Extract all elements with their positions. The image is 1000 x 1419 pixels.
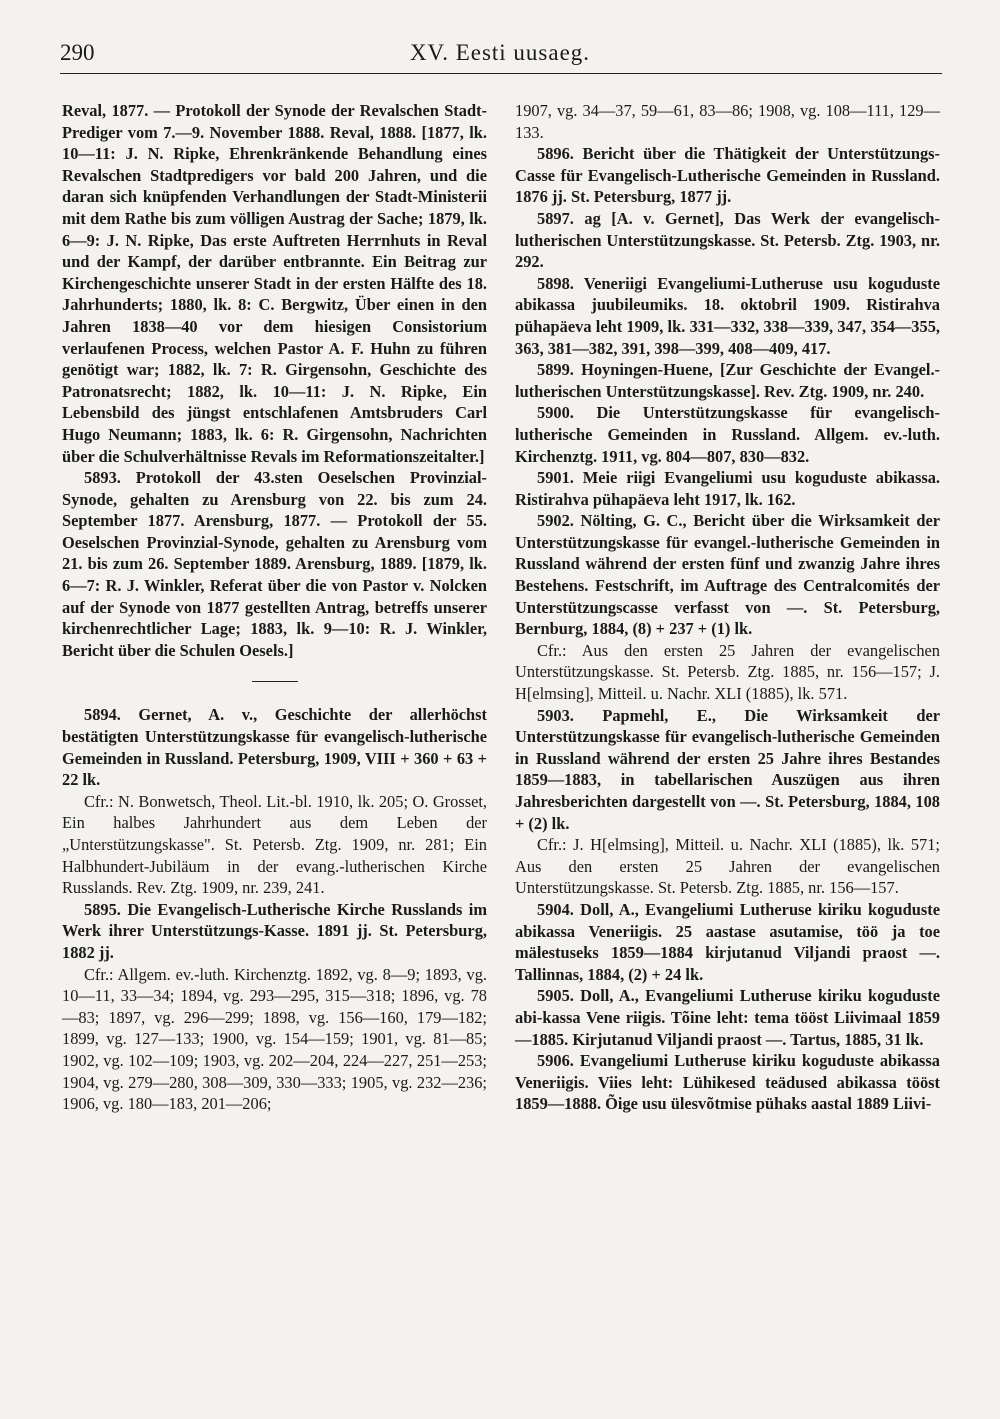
bibliography-cfr-5894: Cfr.: N. Bonwetsch, Theol. Lit.-bl. 1910, lk. 205; O. Grosset, Ein halbes Jahrhundert aus dem Leben der „Unterstützungskasse". St. Petersb. Ztg. 1909, nr. 281; Ein Halbhundert-Jubiläum in der evang.-lutherischen Kirche Russlands. Rev. Ztg. 1909, nr. 239, 241. bbox=[62, 791, 487, 898]
section-divider bbox=[252, 681, 298, 682]
bibliography-cfr-5895: Cfr.: Allgem. ev.-luth. Kirchenztg. 1892, vg. 8—9; 1893, vg. 10—11, 33—34; 1894, vg. 293—295, 315—318; 1896, vg. 78—83; 1897, vg. 296—299; 1898, vg. 156—160, 179—182; 1899, vg. 127—133; 1900, vg. 154—159; 1901, vg. 81—85; 1902, vg. 102—109; 1903, vg. 202—204, 224—227, 251—253; 1904, vg. 279—280, 308—309, 330—333; 1905, vg. 232—236; 1906, vg. 180—183, 201—206; bbox=[62, 964, 487, 1114]
bibliography-cont-reval: Reval, 1877. — Protokoll der Synode der Revalschen Stadt-Prediger vom 7.—9. November 1888. Reval, 1888. [1877, lk. 10—11: J. N. Ripke, Ehrenkränkende Behandlung eines Revalschen Stadtpredigers vor bald 200 Jahren, und die daran sich knüpfenden Verhandlungen der Stadt-Ministerii mit dem Rathe bis zum völligen Austrag der Sache; 1879, lk. 6—9: J. N. Ripke, Das erste Auftreten Herrnhuts in Reval und der Kampf, der darüber entbrannte. Ein Beitrag zur Kirchengeschichte unserer Stadt in der ersten Hälfte des 18. Jahrhunderts; 1880, lk. 8: C. Bergwitz, Über einen in den Jahren 1838—40 vor dem hiesigen Consistorium verlaufenen Process, welchen Pastor A. F. Huhn zu führen genötigt war; 1882, lk. 7: R. Girgensohn, Geschichte des Patronatsrecht; 1882, lk. 10—11: J. N. Ripke, Ein Lebensbild des jüngst entschlafenen Amtsbruders Carl Hugo Neumann; 1883, lk. 6: R. Girgensohn, Nachrichten über die Schulverhältnisse Revals im Reformationszeitalter.] bbox=[62, 101, 487, 466]
bibliography-cfr-5903: Cfr.: J. H[elmsing], Mitteil. u. Nachr. XLI (1885), lk. 571; Aus den ersten 25 Jahren der evangelischen Unterstützungskasse. St. Petersb. Ztg. 1885, nr. 156—157. bbox=[515, 835, 940, 898]
bibliography-entry-5902: 5902. Nölting, G. C., Bericht über die Wirksamkeit der Unterstützungskasse für evangel.-lutherische Gemeinden in Russland während der ersten fünf und zwanzig Jahre ihres Bestehens. Festschrift, im Auftrage des Centralcomités der Unterstützungscasse verfasst von —. St. Petersburg, Bernburg, 1884, (8) + 237 + (1) lk. bbox=[515, 511, 940, 639]
bibliography-entry-5901: 5901. Meie riigi Evangeliumi usu koguduste abikassa. Ristirahva pühapäeva leht 1917, lk. 162. bbox=[515, 468, 940, 509]
bibliography-entry-5897: 5897. ag [A. v. Gernet], Das Werk der evangelisch-lutherischen Unterstützungskasse. St. Petersb. Ztg. 1903, nr. 292. bbox=[515, 208, 940, 272]
bibliography-entry-5893: 5893. Protokoll der 43.sten Oeselschen Provinzial-Synode, gehalten zu Arensburg von 22. bis zum 24. September 1877. Arensburg, 1877. — Protokoll der 55. Oeselschen Provinzial-Synode, gehalten zu Arensburg vom 21. bis zum 26. September 1889. Arensburg, 1889. [1879, lk. 6—7: R. J. Winkler, Referat über die von Pastor v. Nolcken auf der Synode von 1877 gestellten Antrag, betreffs unserer kirchenrechtlicher Lage; 1883, lk. 9—10: R. J. Winkler, Bericht über die Schulen Oesels.] bbox=[62, 468, 487, 660]
left-column bbox=[62, 100, 487, 1115]
bibliography-entry-5895: 5895. Die Evangelisch-Lutherische Kirche Russlands im Werk ihrer Unterstützungs-Kasse. 1891 jj. St. Petersburg, 1882 jj. bbox=[62, 899, 487, 962]
bibliography-entry-5900: 5900. Die Unterstützungskasse für evangelisch-lutherische Gemeinden in Russland. Allgem. ev.-luth. Kirchenztg. 1911, vg. 804—807, 830—832. bbox=[515, 403, 940, 466]
bibliography-entry-5903: 5903. Papmehl, E., Die Wirksamkeit der Unterstützungskasse für evangelisch-lutherische Gemeinden in Russland während der ersten 25 Jahre ihres Bestandes 1859—1883, in tabellarischen Auszügen aus ihren Jahresberichten dargestellt von —. St. Petersburg, 1884, 108 + (2) lk. bbox=[515, 705, 940, 833]
running-title: XV. Eesti uusaeg. bbox=[409, 40, 591, 65]
bibliography-entry-5894: 5894. Gernet, A. v., Geschichte der allerhöchst bestätigten Unterstützungskasse für evangelisch-lutherische Gemeinden in Russland. Petersburg, 1909, VIII + 360 + 63 + 22 lk. bbox=[62, 705, 487, 790]
bibliography-entry-5904: 5904. Doll, A., Evangeliumi Lutheruse kiriku koguduste abikassa Veneriigis. 25 aastase asutamise, töö ja toe mälestuseks 1859—1884 kirjutanud Viljandi praost —. Tallinnas, 1884, (2) + 24 lk. bbox=[515, 899, 940, 984]
right-column bbox=[515, 100, 940, 1115]
bibliography-cfr-5902: Cfr.: Aus den ersten 25 Jahren der evangelischen Unterstützungskasse. St. Petersb. Ztg. 1885, nr. 156—157; J. H[elmsing], Mitteil. u. Nachr. XLI (1885), lk. 571. bbox=[515, 640, 940, 704]
header-rule bbox=[60, 73, 942, 74]
bibliography-entry-5898: 5898. Veneriigi Evangeliumi-Lutheruse usu koguduste abikassa juubileumiks. 18. oktobril 1909. Ristirahva pühapäeva leht 1909, lk. 331—332, 338—339, 347, 354—355, 363, 381—382, 391, 398—399, 408—409, 417. bbox=[515, 273, 940, 358]
page-number: 290 bbox=[60, 40, 95, 65]
bibliography-entry-5899: 5899. Hoyningen-Huene, [Zur Geschichte der Evangel.-lutherischen Unterstützungskasse]. Rev. Ztg. 1909, nr. 240. bbox=[515, 360, 940, 401]
page-header bbox=[60, 40, 940, 72]
bibliography-entry-5905: 5905. Doll, A., Evangeliumi Lutheruse kiriku koguduste abi-kassa Vene riigis. Tõine leht: tema tööst Liivimaal 1859—1885. Kirjutanud Viljandi praost —. Tartus, 1885, 31 lk. bbox=[515, 986, 940, 1049]
bibliography-entry-5896: 5896. Bericht über die Thätigkeit der Unterstützungs-Casse für Evangelisch-Lutherische Gemeinden in Russland. 1876 jj. St. Petersburg, 1877 jj. bbox=[515, 144, 940, 207]
bibliography-entry-5906: 5906. Evangeliumi Lutheruse kiriku koguduste abikassa Veneriigis. Viies leht: Lühikesed teädused abikassa tööst 1859—1888. Õige usu ülesvõtmise pühaks aastal 1889 Liivi- bbox=[515, 1051, 940, 1114]
bibliography-cfr-5895-cont: 1907, vg. 34—37, 59—61, 83—86; 1908, vg. 108—111, 129—133. bbox=[515, 101, 940, 142]
